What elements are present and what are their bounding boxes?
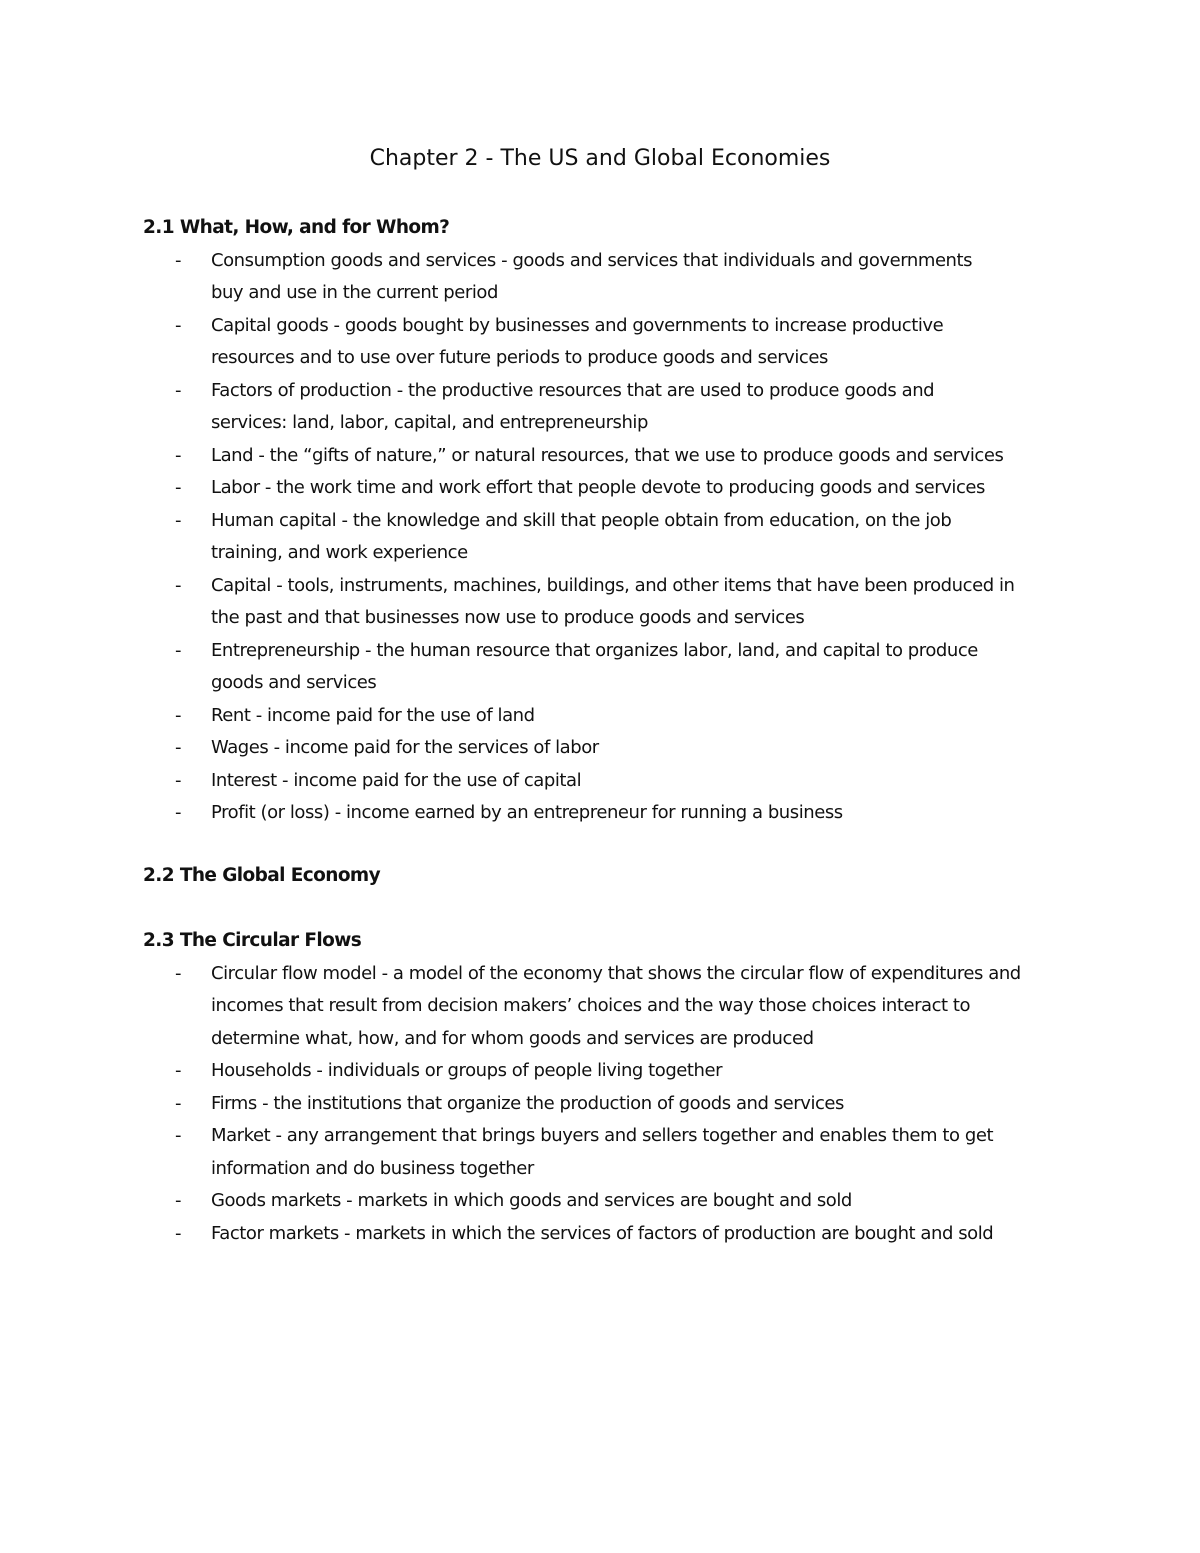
list-item-text: Goods markets - markets in which goods and services are bought and sold [211, 1190, 852, 1211]
bullet-dash: - [175, 379, 182, 401]
list-item-text: determine what, how, and for whom goods and services are produced [211, 1027, 814, 1049]
list-item-continuation [143, 602, 1083, 635]
list-item-text: Households - individuals or groups of people living together [211, 1060, 723, 1081]
list-item-text: Human capital - the knowledge and skill that people obtain from education, on the job [211, 509, 952, 531]
bullet-dash: - [175, 574, 182, 596]
list-item-continuation [143, 407, 1083, 440]
section-heading: 2.1 What, How, and for Whom? [143, 217, 450, 238]
bullet-dash: - [175, 444, 182, 466]
list-item-text: the past and that businesses now use to produce goods and services [211, 607, 805, 628]
list-item-continuation [143, 667, 1083, 700]
list-item-text: Land - the “gifts of nature,” or natural resources, that we use to produce goods and services [211, 444, 1004, 466]
section-heading: 2.2 The Global Economy [143, 865, 381, 886]
definition-list [143, 245, 1083, 830]
bullet-dash: - [175, 1092, 182, 1114]
bullet-dash: - [175, 509, 182, 531]
bullet-dash: - [175, 962, 182, 984]
list-item [143, 375, 1083, 408]
list-item-text: Wages - income paid for the services of labor [211, 737, 599, 758]
list-item [143, 958, 1083, 991]
bullet-dash: - [175, 249, 182, 271]
list-item [143, 732, 1083, 765]
list-item [143, 310, 1083, 343]
document-title: Chapter 2 - The US and Global Economies [369, 146, 831, 171]
list-item-text: buy and use in the current period [211, 282, 498, 303]
list-item-continuation [143, 990, 1083, 1023]
bullet-dash: - [175, 1222, 182, 1244]
list-item-text: goods and services [211, 672, 377, 693]
list-item-text: resources and to use over future periods to produce goods and services [211, 347, 828, 368]
list-item [143, 472, 1083, 505]
list-item-text: information and do business together [211, 1157, 534, 1179]
bullet-dash: - [175, 737, 182, 758]
list-item [143, 1120, 1083, 1153]
list-item [143, 245, 1083, 278]
list-item-text: Circular flow model - a model of the economy that shows the circular flow of expenditures and [211, 962, 1021, 984]
list-item-text: Labor - the work time and work effort that people devote to producing goods and services [211, 477, 985, 498]
list-item-text: Profit (or loss) - income earned by an entrepreneur for running a business [211, 802, 843, 823]
section-what-how-whom [143, 212, 1083, 830]
list-item [143, 765, 1083, 798]
list-item-text: Rent - income paid for the use of land [211, 704, 535, 726]
list-item [143, 505, 1083, 538]
bullet-dash: - [175, 639, 182, 661]
section-heading: 2.3 The Circular Flows [143, 930, 362, 951]
list-item-text: Firms - the institutions that organize the production of goods and services [211, 1092, 844, 1114]
list-item [143, 1185, 1083, 1218]
list-item-text: Consumption goods and services - goods and services that individuals and governments [211, 249, 973, 271]
list-item [143, 1055, 1083, 1088]
list-item [143, 440, 1083, 473]
list-item-text: training, and work experience [211, 542, 468, 563]
list-item-text: Factor markets - markets in which the services of factors of production are bought and sold [211, 1222, 994, 1244]
list-item-text: Factors of production - the productive resources that are used to produce goods and [211, 379, 935, 401]
bullet-dash: - [175, 477, 182, 498]
bullet-dash: - [175, 769, 182, 791]
list-item [143, 700, 1083, 733]
list-item-text: incomes that result from decision makers’ choices and the way those choices interact to [211, 995, 971, 1016]
bullet-dash: - [175, 704, 182, 726]
list-item [143, 635, 1083, 668]
bullet-dash: - [175, 1125, 182, 1146]
bullet-dash: - [175, 314, 182, 336]
list-item-continuation [143, 1023, 1083, 1056]
section-circular-flows [143, 925, 1083, 1250]
list-item-continuation [143, 342, 1083, 375]
list-item [143, 1088, 1083, 1121]
definition-list [143, 958, 1083, 1251]
list-item-text: Capital - tools, instruments, machines, buildings, and other items that have been produced in [211, 574, 1015, 596]
list-item-text: services: land, labor, capital, and entrepreneurship [211, 412, 648, 433]
list-item-text: Entrepreneurship - the human resource that organizes labor, land, and capital to produce [211, 639, 978, 661]
section-global-economy [143, 860, 1083, 893]
list-item-text: Market - any arrangement that brings buyers and sellers together and enables them to get [211, 1125, 994, 1146]
list-item-continuation [143, 1153, 1083, 1186]
list-item-continuation [143, 537, 1083, 570]
bullet-dash: - [175, 1190, 182, 1211]
list-item-continuation [143, 277, 1083, 310]
list-item-text: Interest - income paid for the use of capital [211, 769, 582, 791]
list-item-text: Capital goods - goods bought by businesses and governments to increase productive [211, 314, 944, 336]
list-item [143, 1218, 1083, 1251]
list-item [143, 570, 1083, 603]
bullet-dash: - [175, 1060, 182, 1081]
list-item [143, 797, 1083, 830]
bullet-dash: - [175, 802, 182, 823]
